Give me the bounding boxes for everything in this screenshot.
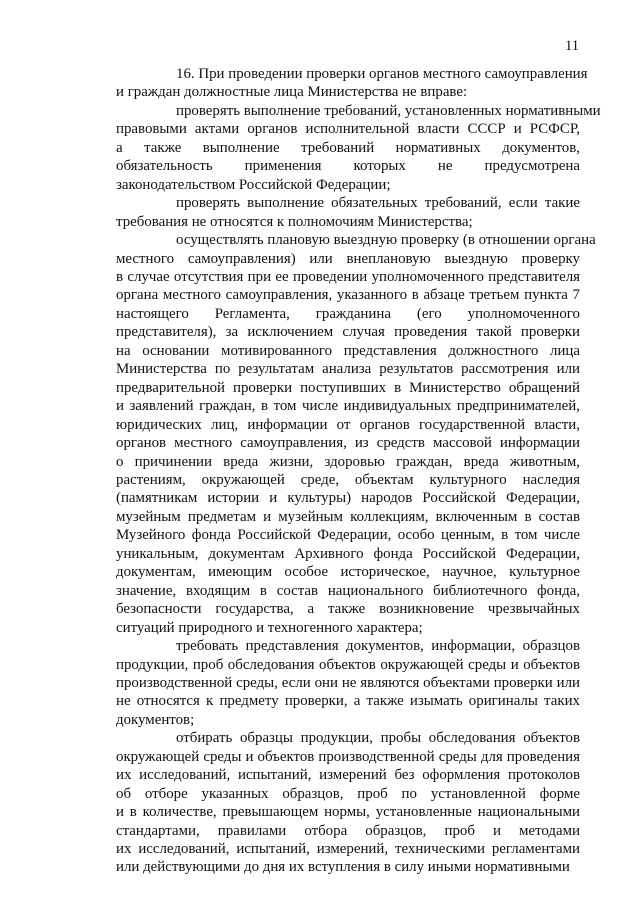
text-line: музейным предметам и музейным коллекциям, включенным в состав [116, 508, 580, 525]
text-line: требовать представления документов, информации, образцов [176, 638, 580, 655]
text-line: а также выполнение требований нормативных документов, [116, 139, 580, 156]
text-line: в случае отсутствия при ее проведении уполномоченного представителя [116, 268, 580, 285]
text-line: представителя), за исключением случая проведения такой проверки [116, 324, 580, 341]
text-line: местного самоуправления) или внеплановую выездную проверку [116, 250, 580, 267]
paragraph [116, 65, 588, 102]
paragraph [116, 729, 580, 877]
text-line: документам, имеющим особое историческое, научное, культурное [116, 564, 580, 581]
text-line: предварительной проверки поступивших в Министерство обращений [116, 379, 580, 396]
text-line: проверять выполнение обязательных требований, если такие [176, 195, 580, 212]
text-line: законодательством Российской Федерации; [116, 176, 391, 193]
text-line: окружающей среды и объектов производственной среды для проведения [116, 748, 580, 765]
text-line: уникальным, документам Архивного фонда Российской Федерации, [116, 545, 580, 562]
text-line: и заявлений граждан, в том числе индивидуальных предпринимателей, [116, 398, 580, 415]
text-line: (памятникам истории и культуры) народов Российской Федерации, [116, 490, 580, 507]
text-line: об отборе указанных образцов, проб по установленной форме [116, 785, 580, 802]
text-line: органов местного самоуправления, из средств массовой информации [116, 435, 580, 452]
text-line: на основании мотивированного представления должностного лица [116, 342, 580, 359]
text-line: настоящего Регламента, гражданина (его уполномоченного [116, 305, 580, 322]
text-line: обязательность применения которых не предусмотрена [116, 158, 580, 175]
paragraph [116, 102, 601, 194]
text-line: требования не относятся к полномочиям Министерства; [116, 213, 473, 230]
text-line: Министерства по результатам анализа результатов рассмотрения или [116, 361, 580, 378]
page-number: 11 [565, 38, 579, 54]
text-line: Музейного фонда Российской Федерации, особо ценным, в том числе [116, 527, 580, 544]
text-line: их исследований, испытаний, измерений, техническими регламентами [116, 841, 580, 858]
text-line: значение, входящим в состав национального библиотечного фонда, [116, 582, 580, 599]
text-line: не относятся к предмету проверки, а также изымать оригиналы таких [116, 693, 580, 710]
paragraph [116, 194, 580, 231]
text-line: производственной среды, если они не являются объектами проверки или [116, 674, 580, 691]
text-line: 16. При проведении проверки органов местного самоуправления [176, 66, 588, 82]
text-line: правовыми актами органов исполнительной власти СССР и РСФСР, [116, 121, 580, 138]
text-line: документов; [116, 711, 195, 728]
text-line: о причинении вреда жизни, здоровью граждан, вреда животным, [116, 453, 580, 470]
text-line: безопасности государства, а также возникновение чрезвычайных [116, 601, 580, 618]
text-line: продукции, проб обследования объектов окружающей среды и объектов [116, 656, 580, 673]
text-line: ситуаций природного и техногенного характера; [116, 619, 423, 636]
text-line: и граждан должностные лица Министерства не вправе: [116, 84, 468, 101]
text-line: органа местного самоуправления, указанного в абзаце третьем пункта 7 [116, 287, 580, 304]
text-line: их исследований, испытаний, измерений без оформления протоколов [116, 767, 580, 784]
text-line: проверять выполнение требований, установленных нормативными [176, 102, 601, 119]
text-line: стандартами, правилами отбора образцов, проб и методами [116, 822, 580, 839]
document-body [116, 65, 601, 877]
text-line: осуществлять плановую выездную проверку (в отношении органа [176, 232, 596, 249]
text-line: и в количестве, превышающем нормы, установленные национальными [116, 804, 580, 821]
paragraph [116, 637, 580, 729]
text-line: или действующими до дня их вступления в силу иными нормативными [116, 859, 570, 876]
text-line: отбирать образцы продукции, пробы обследования объектов [176, 730, 580, 747]
paragraph [116, 231, 596, 637]
text-line: юридических лиц, информации от органов государственной власти, [116, 416, 580, 433]
text-line: растениям, окружающей среде, объектам культурного наследия [116, 471, 580, 488]
